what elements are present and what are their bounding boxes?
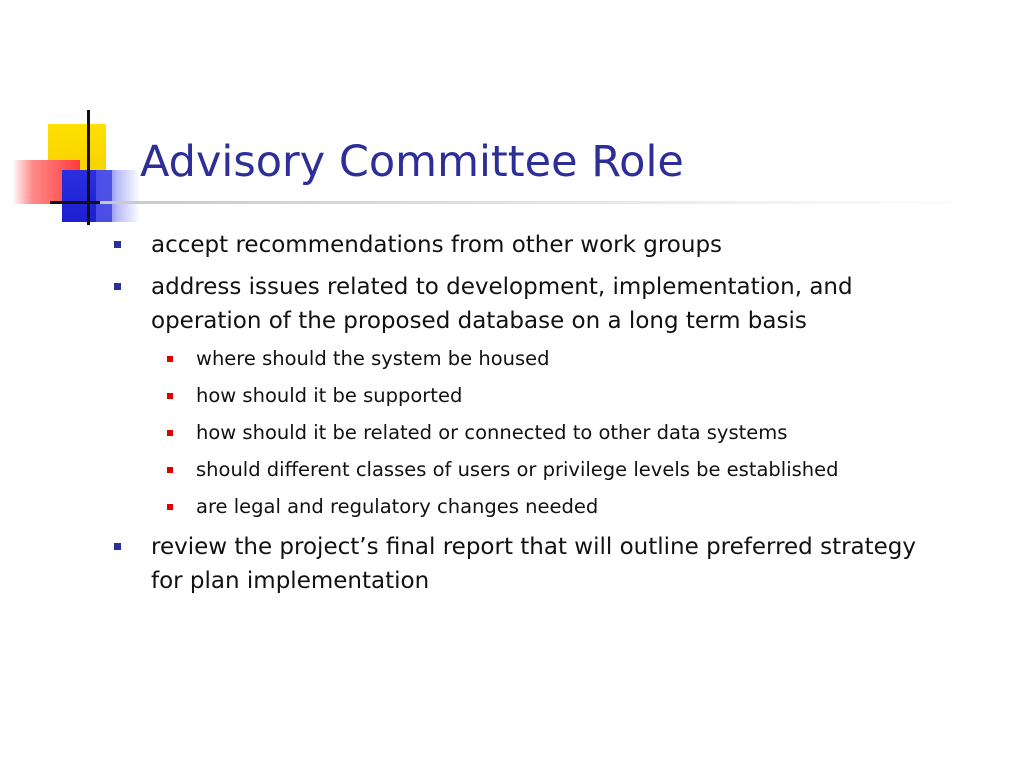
sub-bullet-text: where should the system be housed bbox=[196, 347, 550, 370]
sub-bullet-item bbox=[196, 344, 976, 374]
sub-bullet-item bbox=[196, 418, 976, 448]
square-sub-bullet-icon bbox=[167, 393, 173, 399]
bullet-text: accept recommendations from other work groups bbox=[151, 232, 723, 258]
sub-bullet-item bbox=[196, 492, 976, 522]
square-sub-bullet-icon bbox=[167, 430, 173, 436]
slide-title: Advisory Committee Role bbox=[140, 137, 684, 187]
sub-bullet-text: how should it be supported bbox=[196, 384, 463, 407]
bullet-text: address issues related to development, implementation, and operation of the proposed database on a long term basis bbox=[151, 274, 853, 334]
sub-bullet-text: how should it be related or connected to other data systems bbox=[196, 421, 788, 444]
bullet-item bbox=[151, 228, 931, 262]
sub-bullet-item bbox=[196, 455, 976, 485]
sub-bullet-text: are legal and regulatory changes needed bbox=[196, 495, 599, 518]
bullet-item bbox=[151, 530, 931, 598]
sub-bullet-item bbox=[196, 381, 976, 411]
square-bullet-icon bbox=[114, 543, 121, 550]
bullet-text: review the project’s final report that will outline preferred strategy for plan implementation bbox=[151, 534, 917, 594]
sub-bullet-text: should different classes of users or privilege levels be established bbox=[196, 458, 839, 481]
square-bullet-icon bbox=[114, 283, 121, 290]
square-sub-bullet-icon bbox=[167, 356, 173, 362]
square-sub-bullet-icon bbox=[167, 504, 173, 510]
square-sub-bullet-icon bbox=[167, 467, 173, 473]
bullet-item bbox=[151, 270, 931, 338]
square-bullet-icon bbox=[114, 241, 121, 248]
